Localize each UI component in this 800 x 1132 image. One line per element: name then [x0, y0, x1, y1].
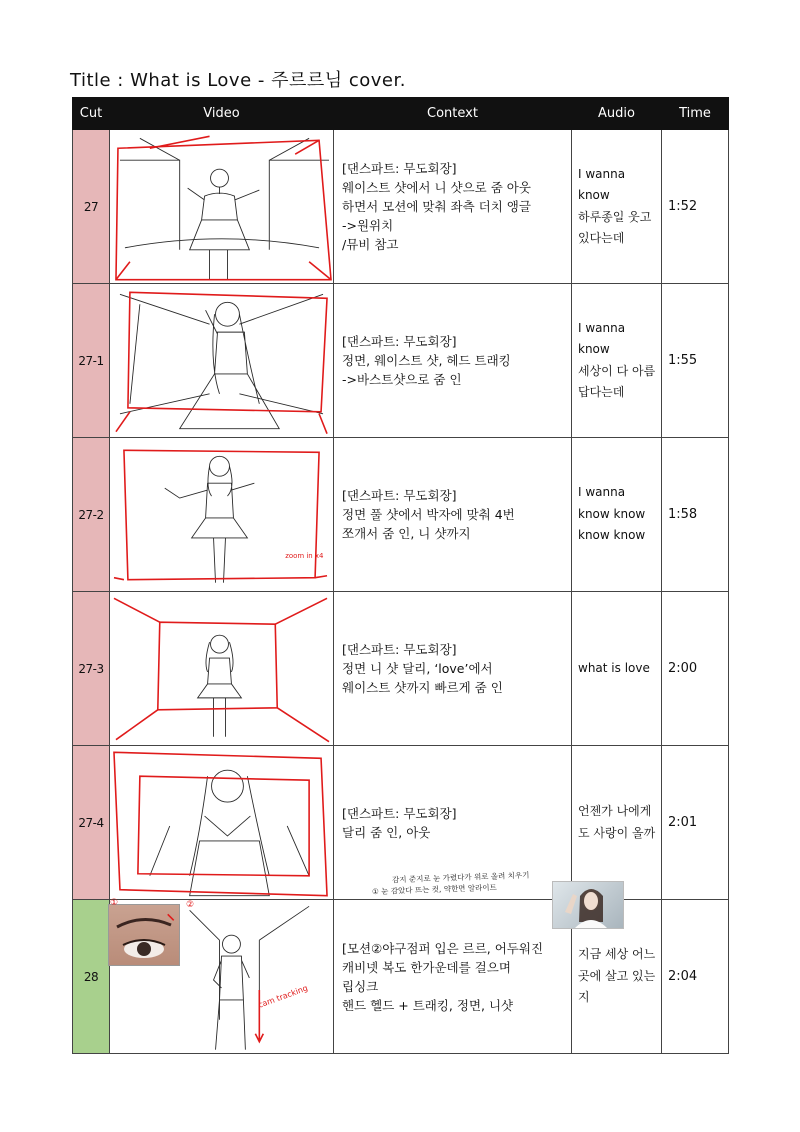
header-cut: Cut — [73, 98, 110, 130]
storyboard-sketch-27-4 — [110, 746, 333, 899]
video-sketch-cell — [110, 130, 334, 284]
marker-1-icon: ① — [110, 898, 119, 908]
context-line: 웨이스트 샷에서 니 샷으로 줌 아웃 — [342, 180, 531, 195]
header-context: Context — [334, 98, 572, 130]
video-sketch-cell — [110, 746, 334, 900]
video-sketch-cell — [110, 284, 334, 438]
document-title: Title : What is Love - 주르르님 cover. — [70, 70, 406, 91]
header-audio: Audio — [572, 98, 662, 130]
audio-cell — [572, 438, 662, 592]
context-line: [댄스파트: 무도회장] — [342, 642, 457, 657]
audio-line: 지 — [578, 990, 590, 1005]
time-cell: 2:04 — [662, 900, 729, 1054]
cut-number: 27-1 — [73, 284, 110, 438]
audio-line: know know — [578, 528, 646, 543]
cut-number: 27-2 — [73, 438, 110, 592]
context-line: 쪼개서 줌 인, 니 샷까지 — [342, 526, 471, 541]
marker-2-icon: ② — [186, 900, 195, 910]
cam-tracking-annotation: cam tracking — [256, 983, 309, 1010]
context-line: ->바스트샷으로 줌 인 — [342, 372, 462, 387]
audio-line: 하루종일 웃고 — [578, 209, 652, 224]
storyboard-sketch-27-1 — [110, 284, 333, 437]
context-line: [댄스파트: 무도회장] — [342, 161, 457, 176]
storyboard-sketch-27 — [110, 130, 333, 283]
cut-number: 27-3 — [73, 592, 110, 746]
context-line: ->원위치 — [342, 218, 394, 233]
cut-number: 28 — [73, 900, 110, 1054]
context-line: 웨이스트 샷까지 빠르게 줌 인 — [342, 680, 503, 695]
audio-line: 있다는데 — [578, 231, 625, 245]
context-line: 정면 니 샷 달리, ‘love’에서 — [342, 661, 493, 676]
context-line: 핸드 헬드 + 트래킹, 정면, 니샷 — [342, 997, 514, 1013]
table-row — [73, 284, 729, 438]
audio-cell — [572, 130, 662, 284]
storyboard-sketch-27-3 — [110, 592, 333, 745]
context-line: [모션②야구점퍼 입은 르르, 어두워진 — [342, 940, 544, 956]
cut-number: 27-4 — [73, 746, 110, 900]
video-sketch-cell — [110, 592, 334, 746]
audio-line: 세상이 다 아름 — [578, 363, 656, 378]
video-sketch-cell — [110, 438, 334, 592]
context-cell — [334, 284, 572, 438]
table-row — [73, 438, 729, 592]
context-cell — [334, 438, 572, 592]
reference-photo-thumbnail — [552, 881, 624, 929]
context-line: 하면서 모션에 맞춰 좌측 더치 앵글 — [342, 199, 531, 214]
audio-line: 도 사랑이 올까 — [578, 825, 656, 840]
audio-line: know — [578, 188, 610, 202]
audio-line: know — [578, 342, 610, 356]
header-video: Video — [110, 98, 334, 130]
context-line: /뮤비 참고 — [342, 237, 399, 252]
audio-cell — [572, 284, 662, 438]
audio-cell — [572, 746, 662, 900]
cut-number: 27 — [73, 130, 110, 284]
handwritten-note: ① 눈 감았다 뜨는 컷, 약한면 알라이트 — [371, 882, 497, 897]
audio-line: 답다는데 — [578, 385, 625, 399]
audio-line: know know — [578, 506, 646, 521]
audio-cell — [572, 592, 662, 746]
time-cell: 1:58 — [662, 438, 729, 592]
audio-line: what is love — [578, 660, 650, 675]
context-line: [댄스파트: 무도회장] — [342, 334, 457, 349]
audio-line: 곳에 살고 있는 — [578, 968, 656, 983]
time-cell: 1:55 — [662, 284, 729, 438]
storyboard-sketch-27-2 — [110, 438, 333, 591]
audio-line: 언젠가 나에게 — [578, 804, 652, 818]
context-cell — [334, 592, 572, 746]
context-line: [댄스파트: 무도회장] — [342, 488, 457, 503]
context-line: 정면 풀 샷에서 박자에 맞춰 4번 — [342, 507, 515, 522]
context-cell — [334, 130, 572, 284]
table-row — [73, 130, 729, 284]
header-row — [73, 98, 729, 130]
audio-line: I wanna — [578, 485, 626, 500]
audio-line: I wanna — [578, 320, 626, 335]
handwritten-note: 감지 준지로 눈 가렸다가 위로 올려 치우기 — [391, 870, 530, 885]
time-cell: 1:52 — [662, 130, 729, 284]
zoom-annotation: zoom in x4 — [285, 551, 324, 560]
context-line: 달리 줌 인, 아웃 — [342, 824, 431, 840]
video-sketch-cell — [110, 900, 334, 1054]
audio-line: I wanna — [578, 166, 626, 181]
storyboard-table — [72, 97, 729, 1054]
table-row — [73, 592, 729, 746]
audio-line: 지금 세상 어느 — [578, 947, 656, 962]
time-cell: 2:01 — [662, 746, 729, 900]
context-line: [댄스파트: 무도회장] — [342, 805, 457, 821]
context-line: 캐비넷 복도 한가운데를 걸으며 — [342, 959, 511, 975]
context-line: 정면, 웨이스트 샷, 헤드 트래킹 — [342, 353, 511, 368]
storyboard-sketch-28 — [110, 900, 333, 1053]
time-cell: 2:00 — [662, 592, 729, 746]
context-cell — [334, 900, 572, 1054]
table-row — [73, 900, 729, 1054]
context-line: 립싱크 — [342, 978, 379, 994]
header-time: Time — [662, 98, 729, 130]
